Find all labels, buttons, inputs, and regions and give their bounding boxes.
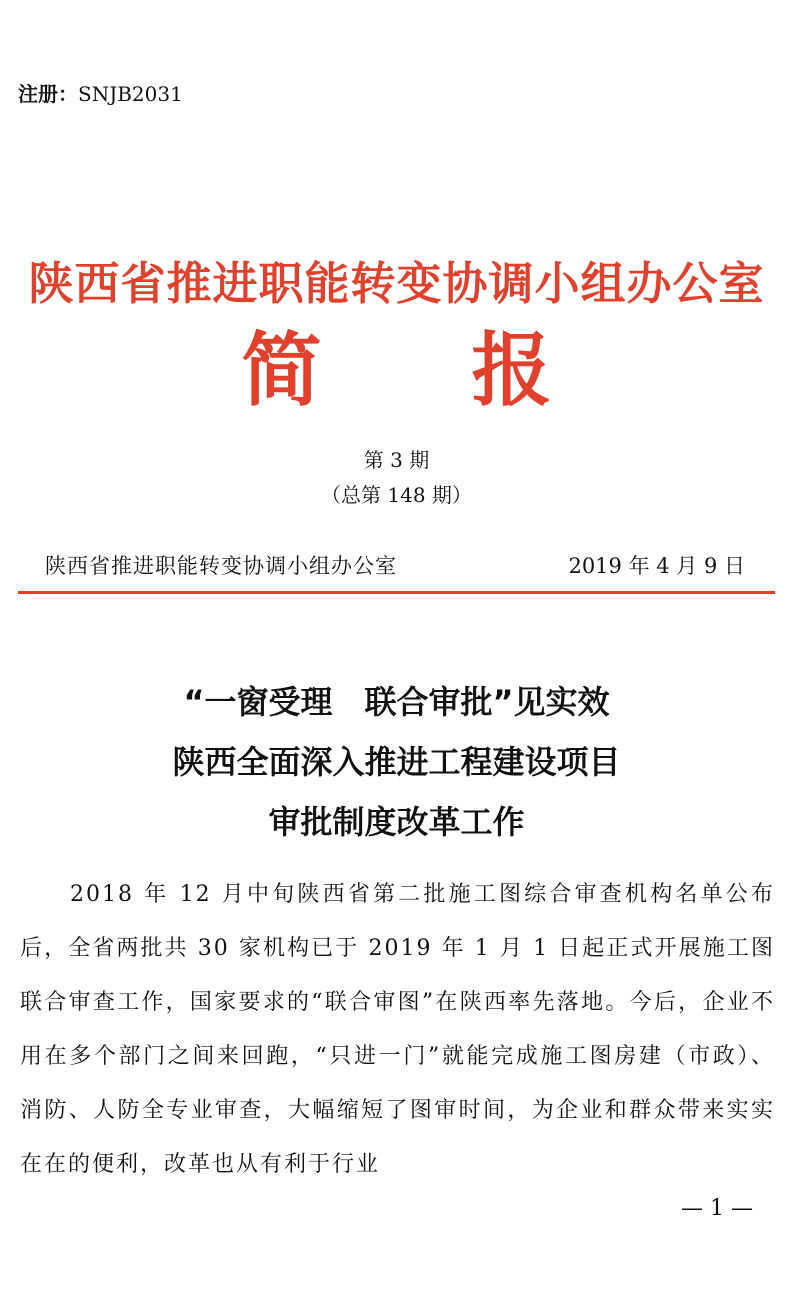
registration-label: 注册：	[18, 82, 78, 106]
registration-number	[18, 78, 183, 107]
red-divider-rule	[18, 591, 775, 594]
header-date: 2019 年 4 月 9 日	[568, 554, 745, 578]
headline-line-2: 陕西全面深入推进工程建设项目	[172, 743, 621, 781]
article-body: 2018 年 12 月中旬陕西省第二批施工图综合审查机构名单公布后，全省两批共 30 家机构已于 2019 年 1 月 1 日起正式开展施工图联合审查工作，国家要求的“联合审图”在陕西率先落地。今后，企业不用在多个部门之间来回跑，“只进一门”就能完成施工图房建（市政）、消防、人防全专业审查，大幅缩短了图审时间，为企业和群众带来实实在在的便利，改革也从有利于行业	[20, 882, 775, 1177]
page-number: — 1 —	[681, 1196, 753, 1221]
headline-line-3: 审批制度改革工作	[268, 803, 525, 841]
masthead-org-title: 陕西省推进职能转变协调小组办公室	[28, 257, 765, 310]
registration-value: SNJB2031	[78, 82, 183, 106]
bulletin-title-char-1: 简	[241, 323, 322, 417]
total-issue-number: （总第 148 期）	[321, 483, 472, 507]
bulletin-title-char-2: 报	[471, 323, 552, 417]
headline-line-1: “一窗受理 联合审批”见实效	[183, 683, 610, 721]
header-issuer: 陕西省推进职能转变协调小组办公室	[45, 554, 397, 578]
bulletin-title	[0, 323, 793, 417]
issue-number: 第 3 期	[363, 448, 430, 472]
